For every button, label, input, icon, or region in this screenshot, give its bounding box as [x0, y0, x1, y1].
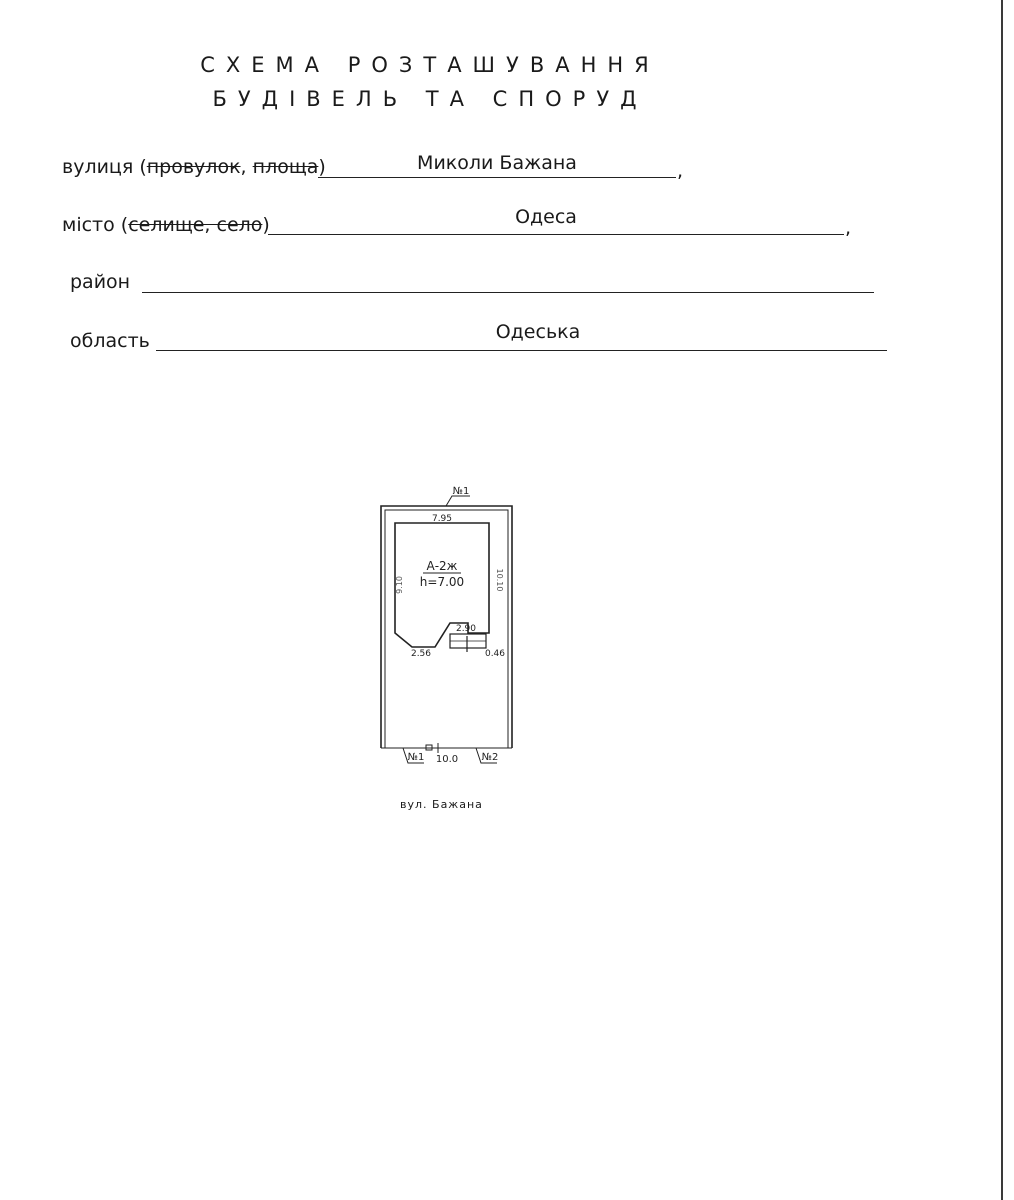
street-field-line	[318, 177, 676, 178]
plot-number-bottom-left: №1	[407, 752, 425, 763]
street-caption: вул. Бажана	[400, 798, 483, 811]
street-field-value: Миколи Бажана	[417, 152, 577, 174]
region-field-label: область	[70, 330, 150, 352]
street-label-separator: ,	[240, 156, 253, 178]
street-label-struck-square: площа	[252, 156, 319, 178]
dimension-porch-width: 2.90	[455, 624, 477, 634]
region-field-line	[156, 350, 887, 351]
city-field-label	[62, 214, 270, 236]
building-height: h=7.00	[419, 575, 465, 589]
plot-number-top-leader	[446, 496, 470, 506]
city-label-struck-options: селище, село	[128, 214, 263, 236]
city-field-value: Одеса	[515, 206, 577, 228]
dimension-bottom-right: 0.46	[484, 649, 506, 659]
document-title-line-2: БУДІВЕЛЬ ТА СПОРУД	[212, 87, 648, 111]
dimension-bottom-left: 2.56	[410, 649, 432, 659]
plot-number-top: №1	[452, 486, 470, 497]
dimension-frontage: 10.0	[435, 754, 459, 765]
region-field-value: Одеська	[495, 321, 581, 343]
district-field-label: район	[70, 271, 131, 293]
city-trailing-comma: ,	[845, 217, 852, 239]
page-border	[1001, 0, 1003, 1200]
document-title-line-1: СХЕМА РОЗТАШУВАННЯ	[200, 53, 660, 77]
street-trailing-comma: ,	[677, 160, 684, 182]
site-plan-drawing	[360, 470, 540, 770]
city-label-suffix: )	[262, 214, 270, 236]
building-code: А-2ж	[426, 559, 458, 573]
street-label-prefix: вулиця (	[62, 156, 147, 178]
street-label-struck-lane: провулок	[146, 156, 241, 178]
dimension-right: 10.10	[495, 568, 504, 592]
building-porch	[450, 634, 486, 652]
city-field-line	[268, 234, 844, 235]
plot-boundary	[381, 506, 512, 748]
plot-number-bottom-right: №2	[481, 752, 499, 763]
district-field-line	[142, 292, 874, 293]
dimension-top: 7.95	[431, 514, 453, 524]
dimension-left: 9.10	[395, 576, 404, 594]
street-field-label	[62, 156, 326, 178]
street-label-suffix: )	[318, 156, 326, 178]
city-label-prefix: місто (	[62, 214, 129, 236]
